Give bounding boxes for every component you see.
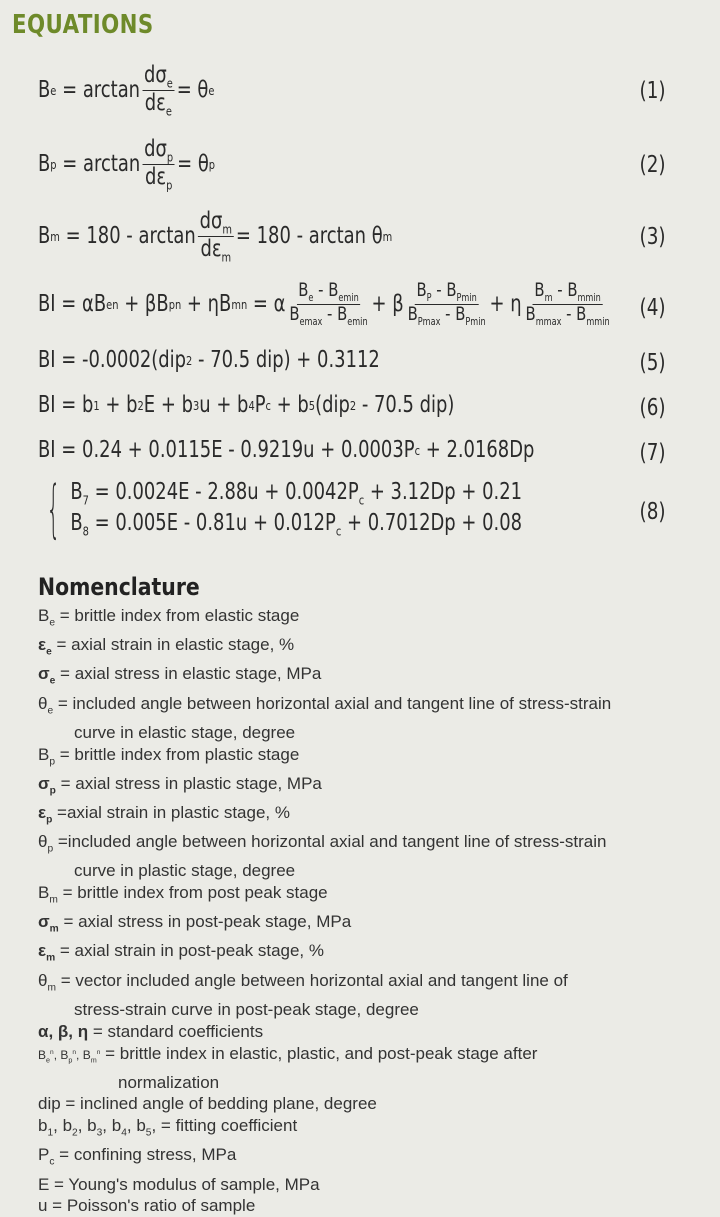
nomenclature-item: $B_p$ = brittle index from plastic stage [38, 744, 300, 767]
nomenclature-item: $\varepsilon_m$ = axial strain in post-peak stage, % [38, 941, 324, 964]
nomenclature-item: E = Young's modulus of sample, MPa [38, 1174, 320, 1194]
equation-3: B m = 180 - arctan $\frac{d\sigma_m}{d\varepsilon_m}$ = 180 - arctan θ m (3) [38, 208, 666, 265]
nomenclature-item: $\sigma_p$ = axial stress in plastic stage, MPa [38, 773, 322, 797]
nomenclature-item: $\varepsilon_e$ = axial strain in elastic stage, % [38, 635, 295, 658]
equation-5: BI = -0.0002(dip 2 - 70.5 dip) + 0.3112 (5) [38, 347, 666, 376]
equation-2: B p = arctan $\frac{d\sigma_p}{d\varepsilon_p}$ = θ p (2) [38, 136, 666, 193]
nomenclature-item: $\theta_p$ =included angle between horizontal axial and tangent line of stress-strain curve in plastic stage, degree [38, 832, 607, 881]
nomenclature-item: $b_1$, $b_2$, $b_3$, $b_4$, $b_5$, = fitting coefficient [38, 1116, 298, 1139]
nomenclature-list [38, 605, 688, 1217]
nomenclature-item: $\sigma_e$ = axial stress in elastic stage, MPa [38, 664, 322, 687]
equation-2-number: (2) [639, 152, 666, 178]
equations-heading: EQUATIONS [12, 10, 154, 40]
nomenclature-item: dip = inclined angle of bedding plane, degree [38, 1094, 377, 1114]
equation-8: { $B_7 = 0.0024E - 2.88u + 0.0042P_c + 3.12Dp + 0.21$ $B_8 = 0.005E - 0.81u + 0.012P_c + 0.7012Dp + 0.08$ (8) [46, 472, 666, 546]
equation-1: B e = arctan $\frac{d\sigma_e}{d\varepsilon_e}$ = θ e (1) [38, 62, 666, 119]
equation-1-number: (1) [639, 78, 666, 104]
equation-6-number: (6) [639, 395, 666, 421]
nomenclature-item: $\sigma_m$ = axial stress in post-peak stage, MPa [38, 912, 352, 935]
equation-3-number: (3) [639, 224, 666, 250]
nomenclature-item: $B_m$ = brittle index from post peak stage [38, 883, 328, 906]
nomenclature-item: $B_e$ = brittle index from elastic stage [38, 606, 300, 629]
nomenclature-item: $P_c$ = confining stress, MPa [38, 1145, 237, 1168]
nomenclature-item: u = Poisson's ratio of sample [38, 1196, 256, 1216]
equation-4-number: (4) [639, 295, 666, 321]
nomenclature-item: $\theta_m$ = vector included angle between horizontal axial and tangent line of stress-strain curve in post-peak stage, degree [38, 970, 568, 1019]
equation-5-number: (5) [639, 350, 666, 376]
equation-7-number: (7) [639, 440, 666, 466]
equation-8-number: (8) [639, 499, 666, 525]
nomenclature-item: α, β, η = standard coefficients [38, 1021, 264, 1041]
nomenclature-item: $B_e^n$, $B_p^n$, $B_m^n$ = brittle index in elastic, plastic, and post-peak stage after normalization [38, 1044, 538, 1092]
nomenclature-item: $\varepsilon_p$ =axial strain in plastic stage, % [38, 802, 290, 826]
equation-4: BI = αB e n + βB p n + ηB m n = α $\frac{B_e - B_{emin}}{B_{emax} - B_{emin}}$ + β $\frac{B_P - B_{Pmin}}{B_{Pmax} - B_{Pmin}}$ + η $\frac{B_m - B_{mmin}}{B_{mmax} - B_{mmin}}$ (4) [38, 279, 666, 328]
nomenclature-item: $\theta_e$ = included angle between horizontal axial and tangent line of stress-strain curve in elastic stage, degree [38, 693, 612, 742]
nomenclature-title: Nomenclature [38, 573, 200, 601]
equation-6: BI = b 1 + b 2 E + b 3 u + b 4 P c + b 5 (dip 2 - 70.5 dip) (6) [38, 392, 666, 421]
equation-7: BI = 0.24 + 0.0115E - 0.9219u + 0.0003P c + 2.0168Dp (7) [38, 437, 666, 466]
